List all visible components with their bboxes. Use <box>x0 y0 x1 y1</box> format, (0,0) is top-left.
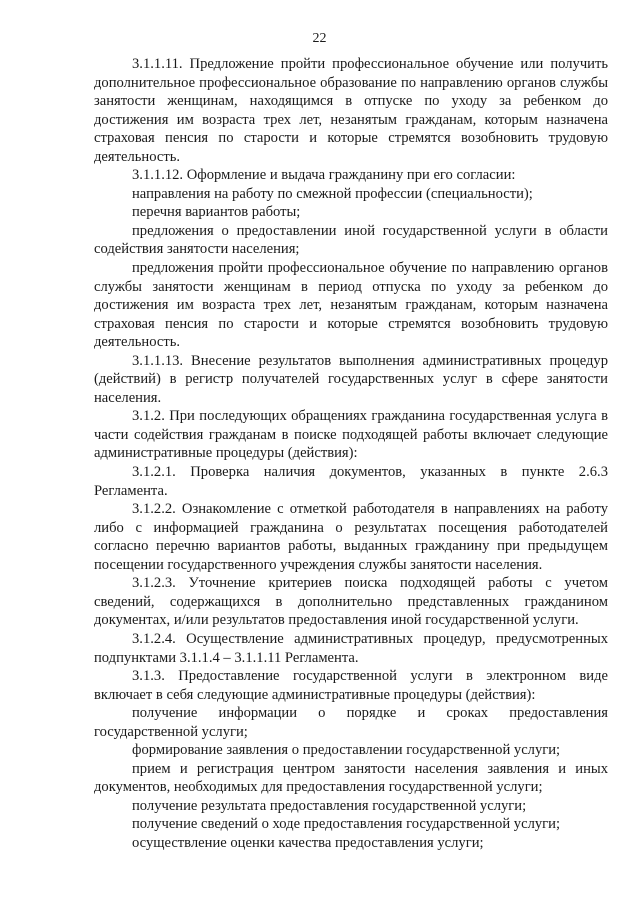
paragraph-3-1-2-1: 3.1.2.1. Проверка наличия документов, указанных в пункте 2.6.3 Регламента. <box>94 464 608 499</box>
list-item: формирование заявления о предоставлении государственной услуги; <box>132 742 561 759</box>
list-item: получение результата предоставления государственной услуги; <box>132 797 527 814</box>
paragraph-3-1-1-12: 3.1.1.12. Оформление и выдача гражданину при его согласии: <box>132 167 516 184</box>
list-item: прием и регистрация центром занятости населения заявления и иных документов, необходимых для предоставления государственной услуги; <box>94 760 608 796</box>
paragraph-3-1-1-13: 3.1.1.13. Внесение результатов выполнения административных процедур (действий) в регистр получателей государственных услуг в сфере занятости населения. <box>94 352 608 406</box>
paragraph-3-1-1-11: 3.1.1.11. Предложение пройти профессиональное обучение или получить дополнительное профессиональное образование по направлению органов службы занятости женщинам, находящимся в отпуске по уходу за ребенком до достижения им возраста трех лет, незанятым гражданам, которым назначена страховая пенсия по старости и которые стремятся возобновить трудовую деятельность. <box>94 56 608 165</box>
list-item: перечня вариантов работы; <box>132 204 301 221</box>
paragraph-3-1-3: 3.1.3. Предоставление государственной услуги в электронном виде включает в себя следующие административные процедуры (действия): <box>94 668 608 703</box>
paragraph-3-1-2-2: 3.1.2.2. Ознакомление с отметкой работодателя в направлениях на работу либо с информацией гражданина о результатах посещения работодателей согласно перечню вариантов работы, выданных гражданину при предыдущем посещении государственного учреждения службы занятости населения. <box>94 501 608 573</box>
document-body <box>94 55 608 853</box>
list-item: получение сведений о ходе предоставления государственной услуги; <box>132 816 561 833</box>
page-number: 22 <box>312 31 327 46</box>
list-item: предложения о предоставлении иной государственной услуги в области содействия занятости населения; <box>94 222 608 258</box>
paragraph-3-1-2: 3.1.2. При последующих обращениях гражданина государственная услуга в части содействия гражданам в поиске подходящей работы включает следующие административные процедуры (действия): <box>94 408 608 462</box>
list-item: получение информации о порядке и сроках предоставления государственной услуги; <box>94 705 608 740</box>
paragraph-3-1-2-3: 3.1.2.3. Уточнение критериев поиска подходящей работы с учетом сведений, содержащихся в дополнительно представленных гражданином документах, и/или результатов предоставления иной государственной услуги. <box>94 575 608 629</box>
list-item: предложения пройти профессиональное обучение по направлению органов службы занятости женщинам в период отпуска по уходу за ребенком до достижения им возраста трех лет, незанятым гражданам, которым назначена страховая пенсия по старости и которые стремятся возобновить трудовую деятельность. <box>94 260 608 351</box>
list-item: направления на работу по смежной профессии (специальности); <box>132 185 533 202</box>
list-item: осуществление оценки качества предоставления услуги; <box>132 834 484 851</box>
paragraph-3-1-2-4: 3.1.2.4. Осуществление административных процедур, предусмотренных подпунктами 3.1.1.4 – 3.1.1.11 Регламента. <box>94 630 608 666</box>
